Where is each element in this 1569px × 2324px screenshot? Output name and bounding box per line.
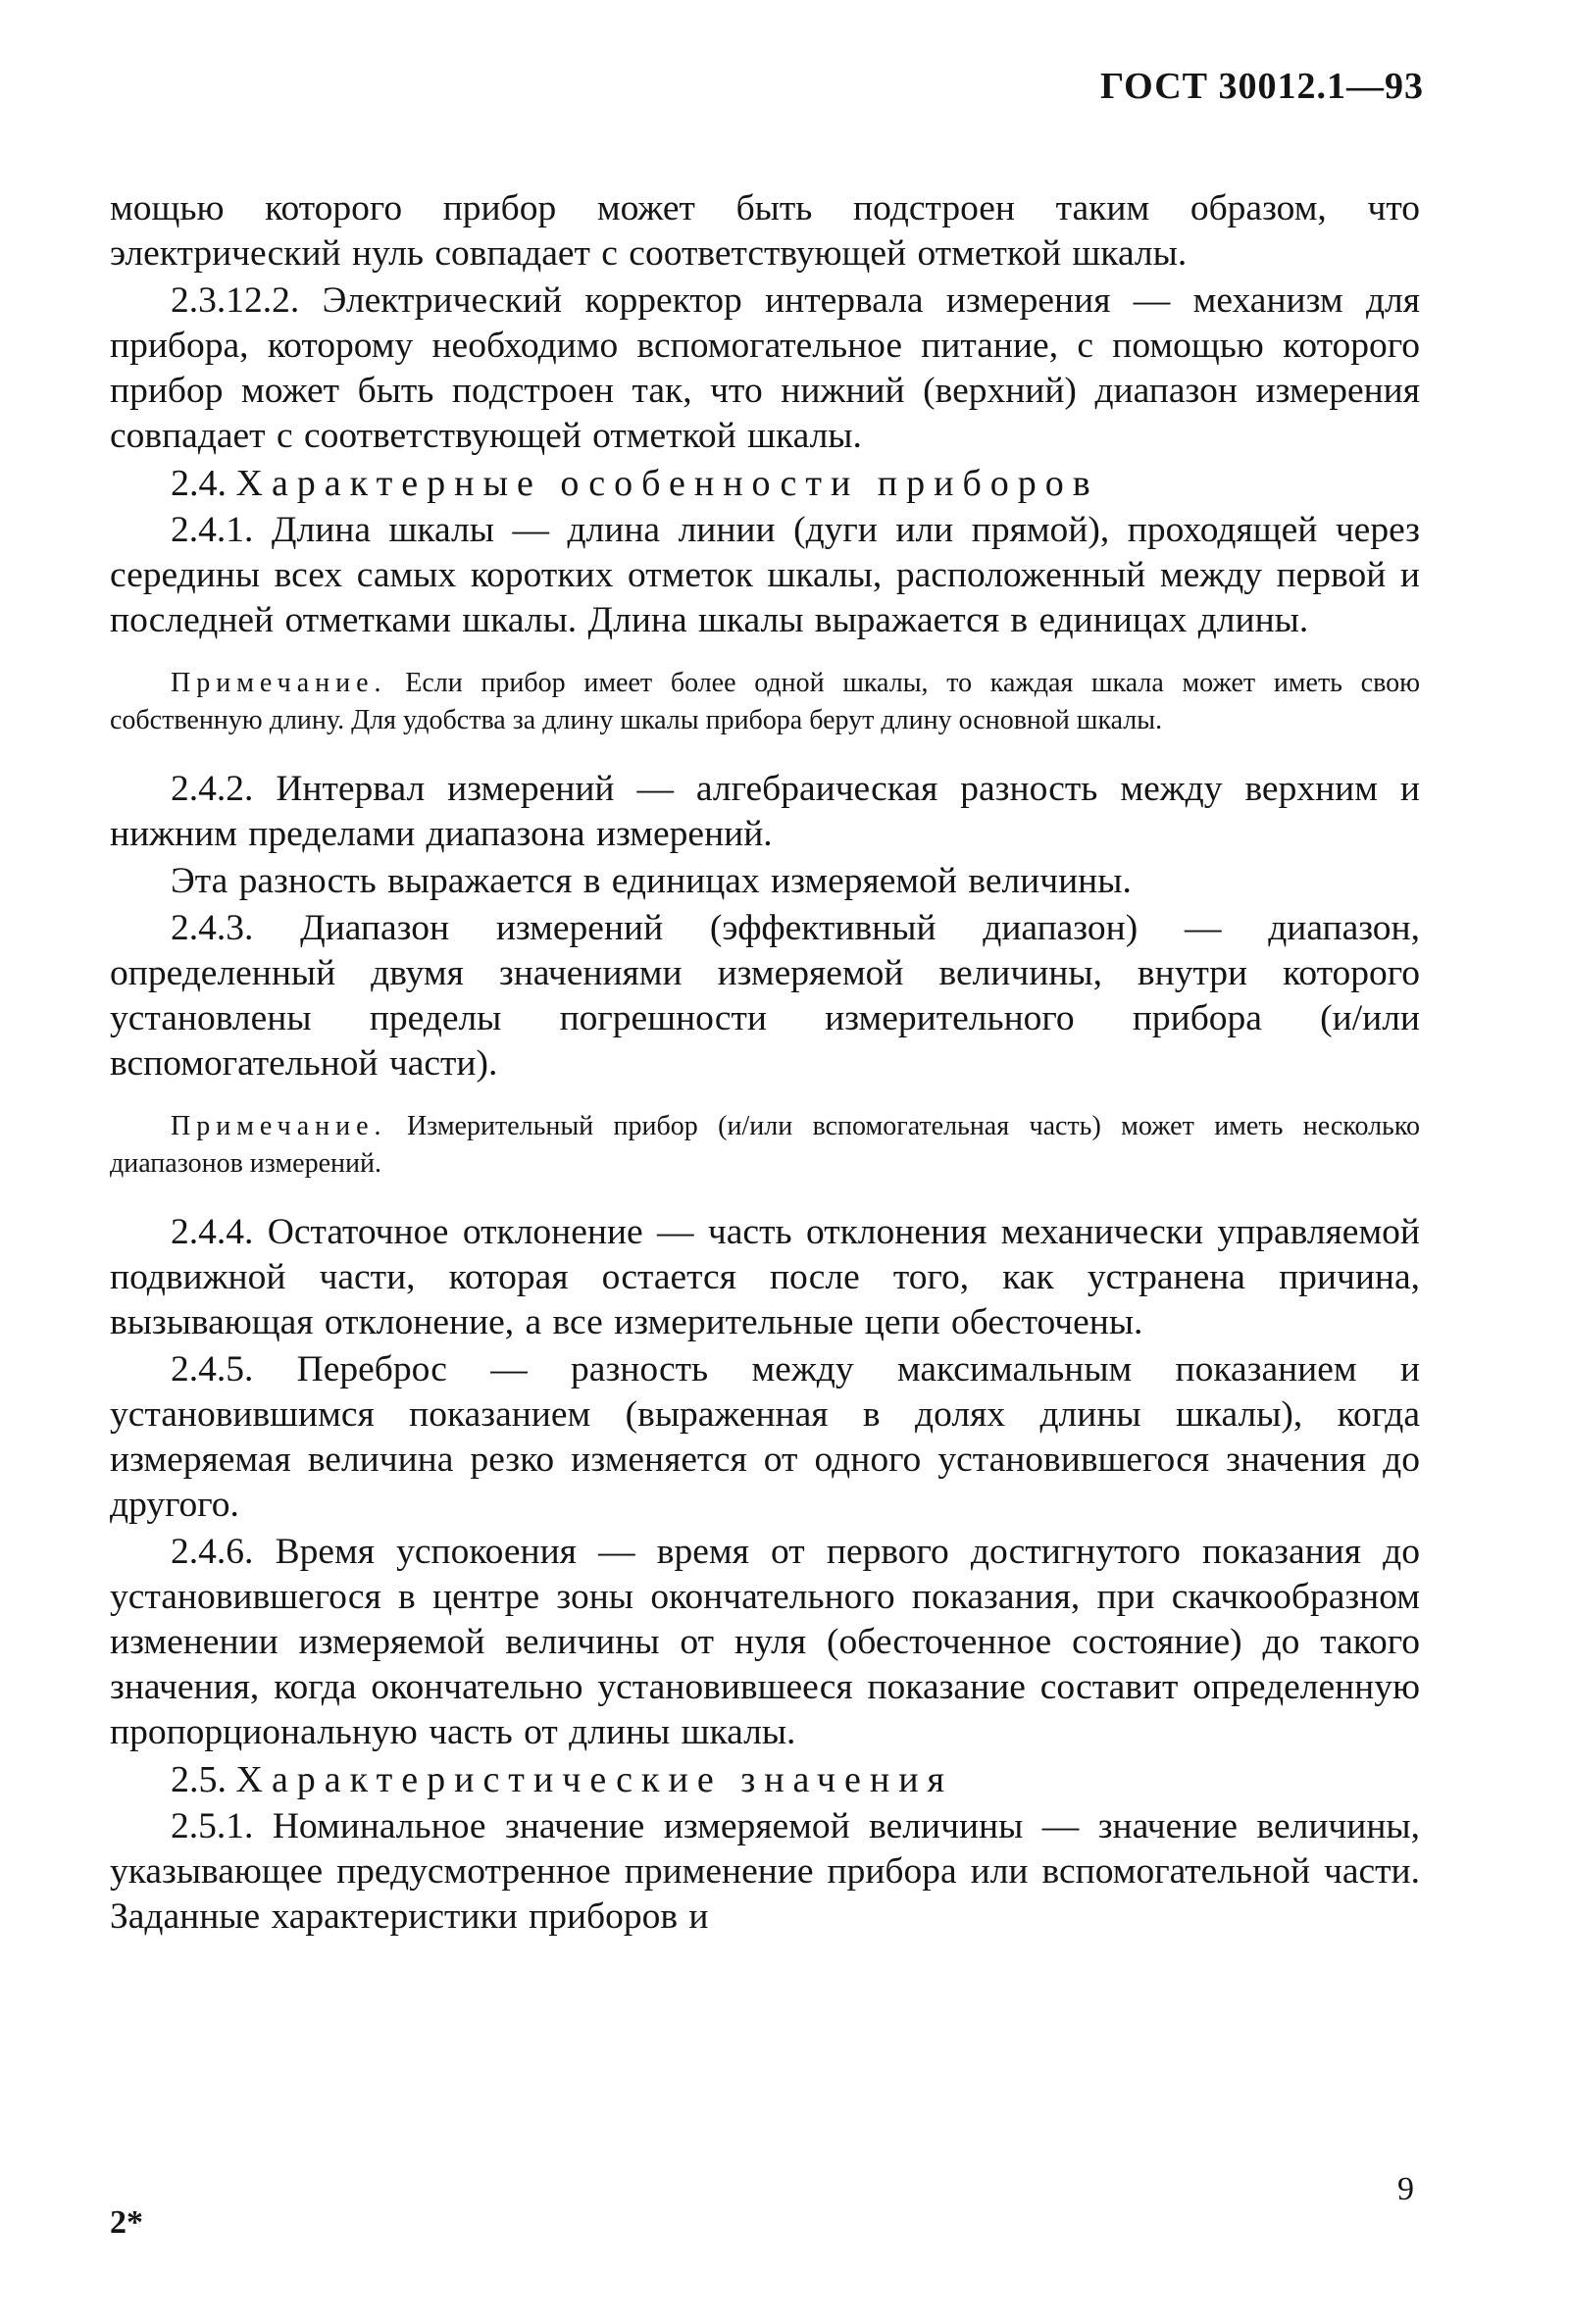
paragraph-2-3-12-2: 2.3.12.2. Электрический корректор интервала измерения — механизм для прибора, которому необходимо вспомогательное питание, с помощью которого прибор может быть подстроен так, что нижний (верхний) диапазон измерения совпадает с соответствующей отметкой шкалы. <box>110 280 1420 456</box>
section-heading-2-4 <box>110 461 1420 506</box>
paragraph-2-4-2: 2.4.2. Интервал измерений — алгебраическая разность между верхним и нижним пределами диапазона измерений. <box>110 769 1420 854</box>
paragraph-2-4-5: 2.4.5. Переброс — разность между максимальным показанием и установившимся показанием (выраженная в долях длины шкалы), когда измеряемая величина резко изменяется от одного установившегося значения до другого. <box>110 1349 1420 1525</box>
paragraph-2-4-3: 2.4.3. Диапазон измерений (эффективный диапазон) — диапазон, определенный двумя значениями измеряемой величины, внутри которого установлены пределы погрешности измерительного прибора (и/или вспомогательной части). <box>110 908 1420 1084</box>
section-number: 2.5. <box>171 1759 227 1800</box>
paragraph-2-5-1: 2.5.1. Номинальное значение измеряемой величины — значение величины, указывающее предусмотренное применение прибора или вспомогательной части. Заданные характеристики приборов и <box>110 1806 1420 1937</box>
note-label: Примечание. <box>171 1111 387 1141</box>
note-scale-length <box>110 665 1420 739</box>
note-text: Измерительный прибор (и/или вспомогательная часть) может иметь несколько диапазонов измерений. <box>110 1111 1420 1179</box>
section-title: Характерные особенности приборов <box>235 463 1099 504</box>
paragraph-2-4-6: 2.4.6. Время успокоения — время от первого достигнутого показания до установившегося в центре зоны окончательного показания, при скачкообразном изменении измеряемой величины от нуля (обесточенное состояние) до такого значения, когда окончательно установившееся показание составит определенную пропорциональную часть от длины шкалы. <box>110 1532 1420 1752</box>
note-text: Если прибор имеет более одной шкалы, то каждая шкала может иметь свою собственную длину. Для удобства за длину шкалы прибора берут длину основной шкалы. <box>110 668 1421 735</box>
paragraph-2-4-1: 2.4.1. Длина шкалы — длина линии (дуги или прямой), проходящей через середины всех самых коротких отметок шкалы, расположенный между первой и последней отметками шкалы. Длина шкалы выражается в единицах длины. <box>110 510 1420 640</box>
section-heading-2-5 <box>110 1757 1420 1802</box>
paragraph-continuation: мощью которого прибор может быть подстроен таким образом, что электрический нуль совпадает с соответствующей отметкой шкалы. <box>110 188 1420 274</box>
note-ranges <box>110 1108 1420 1183</box>
note-label: Примечание. <box>171 668 387 698</box>
section-number: 2.4. <box>171 463 227 504</box>
page-number: 9 <box>1397 2171 1414 2207</box>
signature-mark: 2* <box>110 2204 143 2241</box>
standard-header: ГОСТ 30012.1—93 <box>1099 66 1424 107</box>
paragraph-2-4-2-continued: Эта разность выражается в единицах измеряемой величины. <box>171 861 1132 901</box>
document-body <box>110 186 1420 1942</box>
section-title: Характеристические значения <box>235 1759 954 1800</box>
paragraph-2-4-4: 2.4.4. Остаточное отклонение — часть отклонения механически управляемой подвижной части, которая остается после того, как устранена причина, вызывающая отклонение, а все измерительные цепи обесточены. <box>110 1212 1420 1342</box>
